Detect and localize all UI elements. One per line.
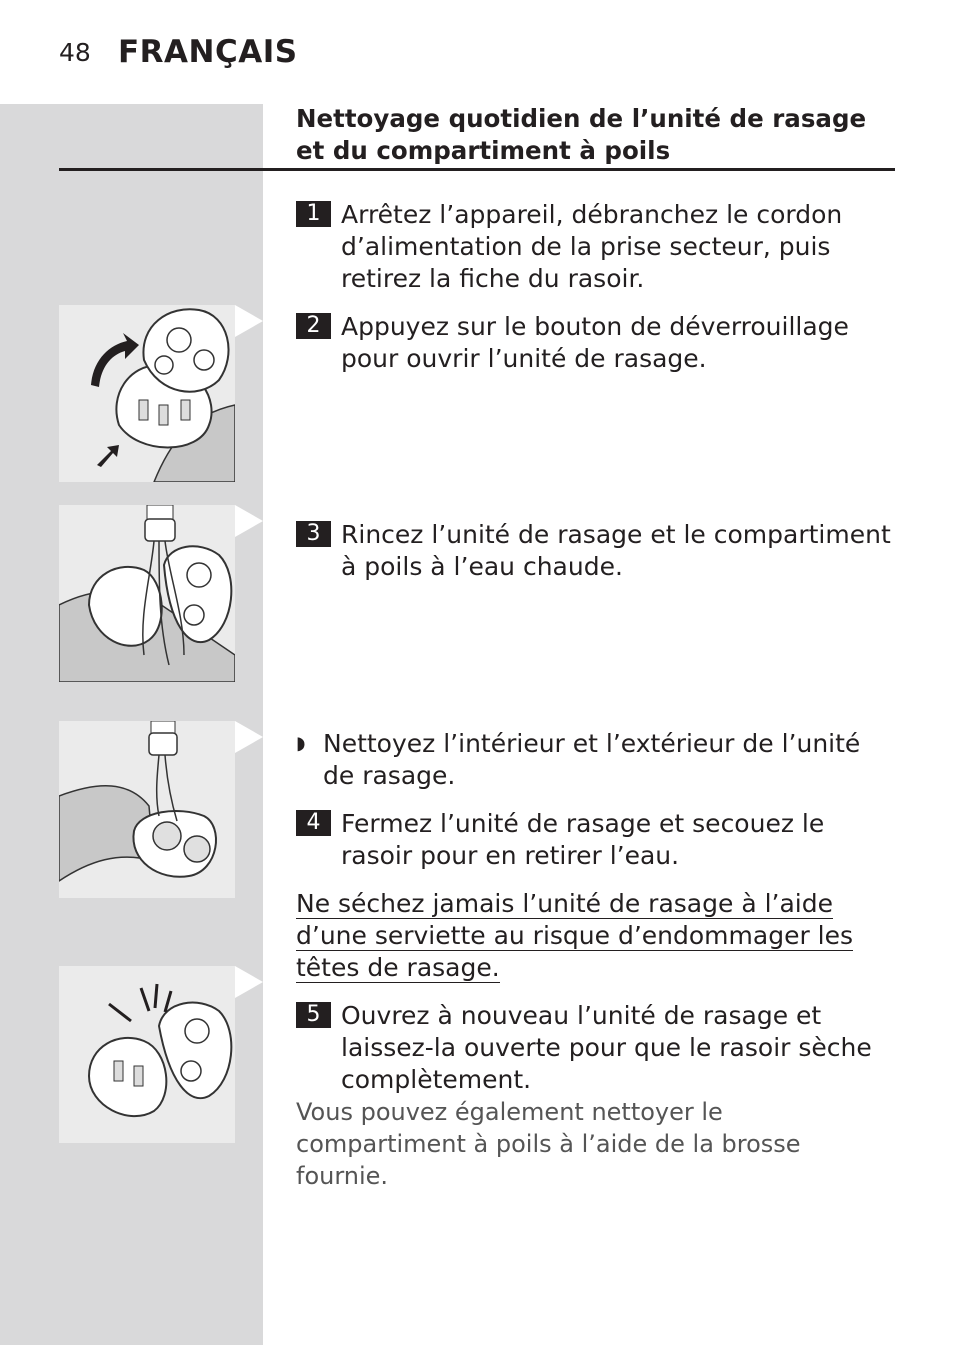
step-number: 2 [296, 313, 331, 339]
step-1 [296, 199, 896, 295]
step-4 [296, 808, 896, 872]
shaver-drying-icon [59, 966, 235, 1143]
step-text: Appuyez sur le bouton de déverrouillage pour ouvrir l’unité de rasage. [341, 312, 849, 373]
step-number: 1 [296, 201, 331, 227]
bullet-icon: ◗ [296, 733, 306, 754]
rinse-tap-icon [59, 505, 235, 682]
note-text: Vous pouvez également nettoyer le compartiment à poils à l’aide de la brosse fournie. [296, 1098, 801, 1190]
illustration-open-unit [59, 305, 235, 482]
page-heading: Nettoyage quotidien de l’unité de rasage et du compartiment à poils [296, 104, 867, 165]
section-title: FRANÇAIS [118, 34, 298, 70]
rinse-closed-icon [59, 721, 235, 898]
step-text: Arrêtez l’appareil, débranchez le cordon d’alimentation de la prise secteur, puis retirez la fiche du rasoir. [341, 200, 843, 293]
illustration-pointer [235, 966, 263, 998]
illustration-pointer [235, 305, 263, 337]
step-text: Ouvrez à nouveau l’unité de rasage et laissez-la ouverte pour que le rasoir sèche complètement. [341, 1001, 872, 1094]
heading-rule [59, 168, 895, 171]
bullet-text: Nettoyez l’intérieur et l’extérieur de l’unité de rasage. [323, 729, 861, 790]
page-number: 48 [59, 38, 91, 67]
step-number: 4 [296, 810, 331, 836]
step-5 [296, 1000, 896, 1096]
illustration-pointer [235, 505, 263, 537]
bullet-item [296, 728, 896, 792]
step-number: 3 [296, 521, 331, 547]
warning-underlined: Ne séchez jamais l’unité de rasage à l’aide d’une serviette au risque d’endommager les têtes de rasage. [296, 889, 854, 982]
illustration-rinse-outside [59, 721, 235, 898]
illustration-rinse [59, 505, 235, 682]
warning-text [296, 888, 896, 984]
step-text: Fermez l’unité de rasage et secouez le rasoir pour en retirer l’eau. [341, 809, 825, 870]
shaver-open-icon [59, 305, 235, 482]
illustration-dry-open [59, 966, 235, 1143]
step-text: Rincez l’unité de rasage et le compartiment à poils à l’eau chaude. [341, 520, 891, 581]
step-number: 5 [296, 1002, 331, 1028]
illustration-pointer [235, 721, 263, 753]
step-3 [296, 519, 896, 583]
step-2 [296, 311, 896, 375]
